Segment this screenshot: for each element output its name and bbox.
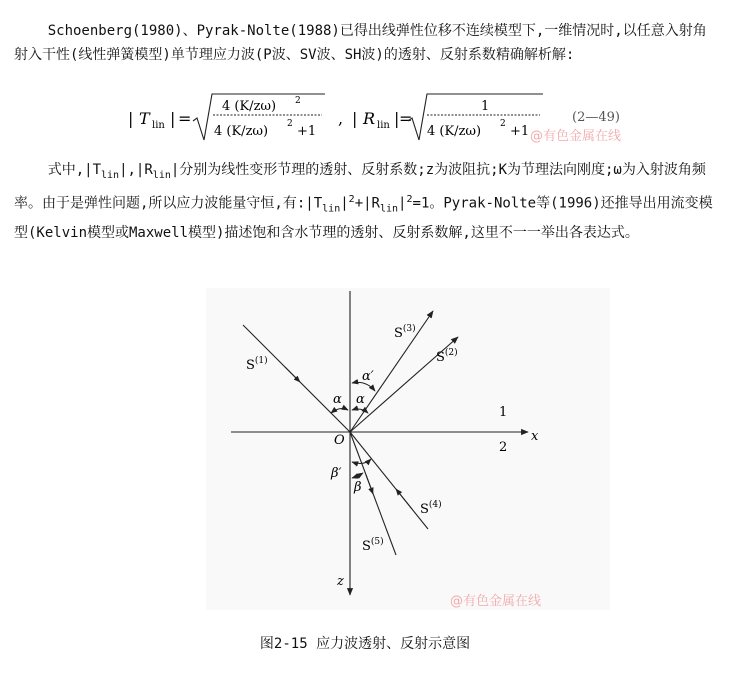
equation-number: (2—49) — [572, 110, 620, 125]
beta-label: β — [354, 480, 362, 495]
x-axis-label: x — [531, 429, 539, 444]
t-num-exp: 2 — [295, 96, 301, 106]
s4-label: $S^{(4)}$ — [420, 500, 442, 517]
figure-caption: 图2-15 应力波透射、反射示意图 — [259, 636, 471, 652]
intro-paragraph: Schoenberg(1980)、Pyrak-Nolte(1988)已得出线弹性位移不连续模型下,一维情况时,以任意入射角射入干性(线性弹簧模型)单节理应力波(P波、SV波、SH波)的透射、反射系数精确解析解: — [14, 23, 707, 63]
svg-text:|: | — [394, 109, 400, 128]
t-label: T — [139, 109, 150, 128]
formula-watermark: @有色金属在线 — [530, 129, 622, 144]
r-equals: = — [399, 109, 413, 128]
beta-arc — [352, 473, 363, 478]
t-sub: lin — [152, 120, 165, 131]
s3-label: $S^{(3)}$ — [394, 324, 416, 341]
s4-arrow — [396, 489, 412, 509]
svg-text:|: | — [128, 109, 134, 128]
beta-prime-label: β′ — [331, 466, 342, 481]
r-label: R — [363, 109, 376, 128]
r-sub: lin — [377, 120, 390, 131]
r-denominator: 4 (K/zω) — [427, 124, 482, 139]
s1-arrow — [285, 367, 300, 382]
t-den-exp: 2 — [287, 119, 293, 129]
s4-ray — [350, 432, 428, 529]
t-den-plus: +1 — [297, 124, 317, 139]
formula-block — [0, 88, 730, 150]
alpha-arc-left — [331, 409, 348, 413]
origin-label: O — [334, 433, 345, 448]
t-numerator: 4 (K/zω) — [222, 99, 277, 114]
s5-label: $S^{(5)}$ — [362, 537, 384, 554]
explanation-paragraph: 式中$,|T_{lin}|,|R_{lin}|$分别为线性变形节理的透射、反射系数;z为波阻抗;K为节理法向刚度;ω为入射波角频率。由于是弹性问题,所以应力波能量守恒,有$:|T_{lin}|^2+|R_{lin}|^2=1$。Pyrak-Nolte等(1996)还推导出用流变模型(Kelvin模型或Maxwell模型)描述饱和含水节理的透射、反射系数解,这里不一一举出各表达式。 — [14, 162, 713, 242]
medium-1-label: 1 — [499, 405, 508, 420]
wave-diagram — [206, 288, 610, 610]
alpha-left-label: α — [333, 392, 342, 407]
alpha-right-label: α — [356, 392, 365, 407]
r-den-exp: 2 — [500, 119, 506, 129]
r-numerator: 1 — [481, 99, 490, 114]
svg-text:|: | — [352, 109, 358, 128]
alpha-prime-label: α′ — [362, 369, 374, 384]
r-den-plus: +1 — [510, 124, 530, 139]
formula-separator: , — [338, 109, 344, 128]
s1-label: $S^{(1)}$ — [246, 356, 268, 373]
z-axis-label: z — [337, 574, 344, 589]
t-equals: = — [178, 109, 192, 128]
figure-watermark: @有色金属在线 — [450, 594, 542, 609]
s5-arrow — [366, 475, 373, 494]
medium-2-label: 2 — [499, 440, 508, 455]
svg-text:|: | — [170, 109, 176, 128]
s2-label: $S^{(2)}$ — [436, 348, 458, 365]
t-denominator: 4 (K/zω) — [214, 124, 269, 139]
